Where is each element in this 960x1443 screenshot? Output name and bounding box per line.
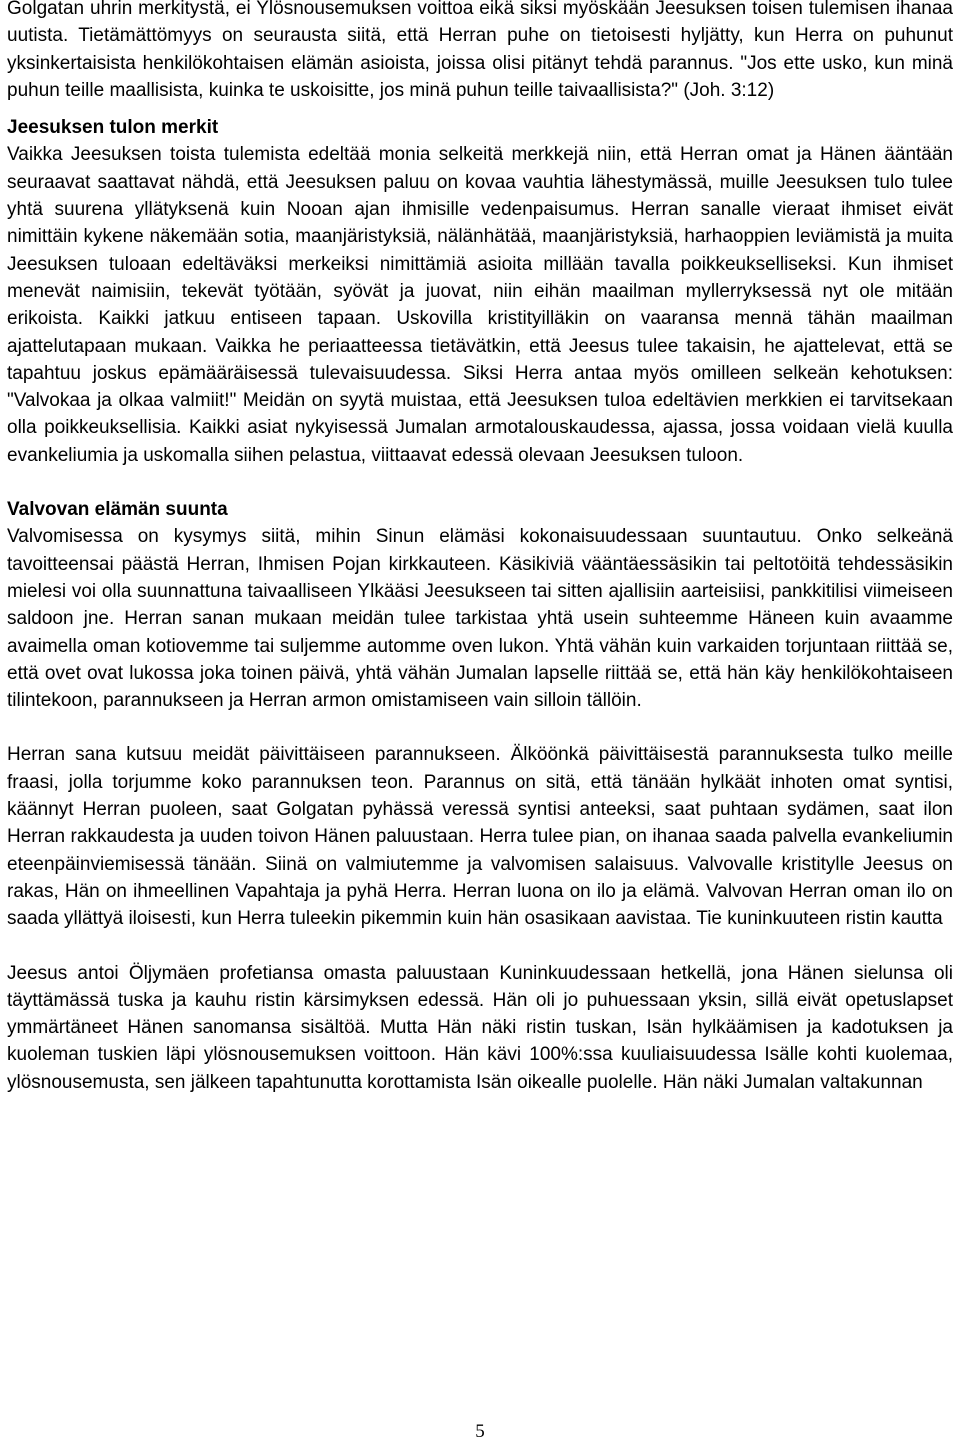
section-paragraph-watchful-life-1: Valvomisessa on kysymys siitä, mihin Sinun elämäsi kokonaisuudessaan suuntautuu. Onko selkeänä tavoitteensai päästä Herran, Ihmisen Pojan kirkkauteen. Käsikiviä vääntäessäsikin tai peltotöitä tehdessäsikin mielesi voi olla suunnattuna taivaalliseen Ylkääsi Jeesukseen tai sitten ajallisiin aarteisiisi, pankkitilisi viimeiseen saldoon jne. Herran sanan mukaan meidän tulee tarkistaa yhtä usein suhteemme Häneen kuin avaamme avaimella oman kotiovemme tai suljemme automme oven lukon. Yhtä vähän kuin varkaiden torjuntaan riittää se, että ovet ovat lukossa joka toinen päivä, yhtä vähän Jumalan lapselle riittää se, että hän käy henkilökohtaiseen tilintekoon, parannukseen ja Herran armon omistamiseen vain silloin tällöin. bbox=[7, 526, 953, 712]
section-heading-watchful-life: Valvovan elämän suunta bbox=[7, 499, 228, 521]
spacer bbox=[7, 933, 953, 960]
intro-paragraph: Golgatan uhrin merkitystä, ei Ylösnousemuksen voittoa eikä siksi myöskään Jeesuksen toisen tulemisen ihanaa uutista. Tietämättömyys on seurausta siitä, että Herran puhe on tietoisesti hyljätty, kun Herra on puhunut yksinkertaisista henkilökohtaisen elämän asioista, joissa olisi pitänyt tehdä parannus. "Jos ette usko, kun minä puhun teille maallisista, kuinka te uskoisitte, jos minä puhun teille taivaallisista?" (Joh. 3:12) bbox=[7, 0, 953, 101]
document-page bbox=[7, 0, 953, 1096]
section-paragraph-watchful-life-2: Herran sana kutsuu meidät päivittäiseen parannukseen. Älköönkä päivittäisestä parannuksesta tulko meille fraasi, jolla torjumme koko parannuksen teon. Parannus on sitä, että tänään hylkäät inhoten omat syntisi, käännyt Herran puoleen, saat Golgatan pyhässä veressä syntisi anteeksi, saat puhtaan sydämen, saat ilon Herran rakkaudesta ja uuden toivon Hänen paluustaan. Herra tulee pian, on ihanaa saada palvella evankeliumin eteenpäinviemisessä tänään. Siinä on valmiutemme ja valvomisen salaisuus. Valvovalle kristitylle Jeesus on rakas, Hän on ihmeellinen Vapahtaja ja pyhä Herra. Herran luona on ilo ja elämä. Valvovan Herran oman ilo on saada yllättyä iloisesti, kun Herra tuleekin pikemmin kuin hän osasikaan aavistaa. Tie kuninkuuteen ristin kautta bbox=[7, 744, 953, 930]
section-paragraph-kingship: Jeesus antoi Öljymäen profetiansa omasta paluustaan Kuninkuudessaan hetkellä, jona Hänen sielunsa oli täyttämässä tuska ja kauhu ristin kärsimyksen edessä. Hän oli jo puhuessaan yksin, sillä eivät opetuslapset ymmärtäneet Hänen sanomansa sisältöä. Mutta Hän näki ristin tuskan, Isän hylkäämisen ja kadotuksen ja kuoleman tuskien läpi ylösnousemuksen voittoon. Hän kävi 100%:ssa kuuliaisuudessa Isälle kohti kuolemaa, ylösnousemusta, sen jälkeen tapahtunutta korottamista Isän oikealle puolelle. Hän näki Jumalan valtakunnan bbox=[7, 962, 953, 1093]
section-paragraph-signs: Vaikka Jeesuksen toista tulemista edeltää monia selkeitä merkkejä niin, että Herran omat ja Hänen ääntään seuraavat saattavat nähdä, että Jeesuksen paluu on kovaa vauhtia lähestymässä, muille Jeesuksen tulo tulee yhtä suurena yllätyksenä kuin Nooan ajan ihmisille vedenpaisumus. Herran sanalle vieraat ihmiset eivät nimittäin kykene näkemään sotia, maanjäristyksiä, nälänhätää, maanjäristyksiä, harhaoppien leviämistä ja muita Jeesuksen tuloaan edeltäväksi merkeiksi nimittämiä asioita millään tavalla poikkeukselliseksi. Kun ihmiset menevät naimisiin, tekevät työtään, syövät ja juovat, niin eihän maailman myllerryksessä nyt ole mitään erikoista. Kaikki jatkuu entiseen tapaan. Uskovilla kristityilläkin on vaaransa mennä tähän maailman ajattelutapaan mukaan. Vaikka he periaatteessa tietävätkin, että Jeesus tulee takaisin, he ajattelevat, että se tapahtuu joskus epämääräisessä tulevaisuudessa. Siksi Herra antaa myös omilleen selkeän kehotuksen: "Valvokaa ja olkaa valmiit!" Meidän on syytä muistaa, että Jeesuksen tuloa edeltävien merkkien ei tarvitsekaan olla poikkeuksellisia. Kaikki asiat nykyisessä Jumalan armotalouskaudessa, ajassa, jossa voidaan vielä kuulla evankeliumia ja uskomalla siihen pelastua, viittaavat edessä olevaan Jeesuksen tuloon. bbox=[7, 144, 953, 466]
spacer bbox=[7, 469, 953, 496]
page-number: 5 bbox=[475, 1421, 485, 1442]
spacer bbox=[7, 714, 953, 741]
spacer bbox=[7, 104, 953, 114]
section-heading-signs: Jeesuksen tulon merkit bbox=[7, 117, 219, 139]
